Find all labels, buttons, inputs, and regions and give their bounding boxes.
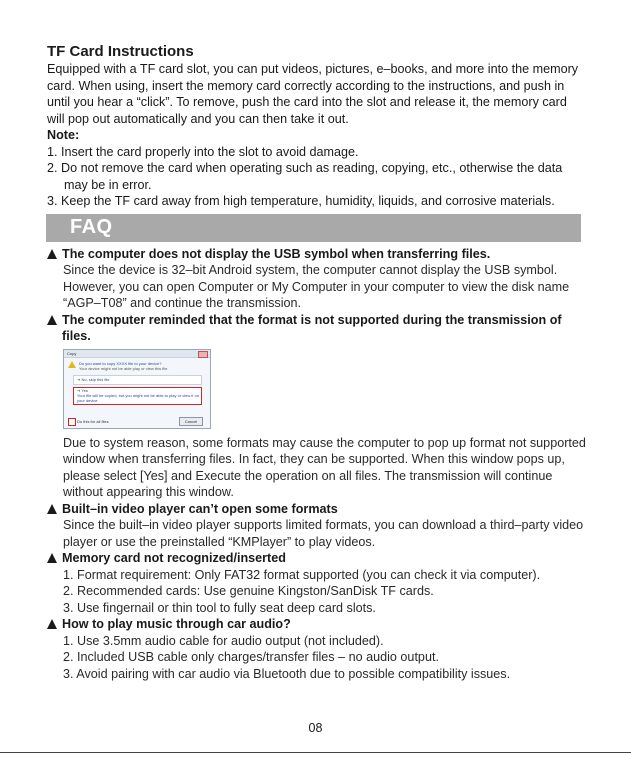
answer-item: 1. Use 3.5mm audio cable for audio output (not included). (63, 633, 384, 648)
faq-question-1: The computer does not display the USB symbol when transferring files. (47, 246, 587, 263)
triangle-bullet-icon (47, 315, 57, 325)
answer-item: 3. Use fingernail or thin tool to fully seat deep card slots. (63, 600, 376, 615)
close-icon (198, 351, 208, 358)
copy-dialog-screenshot (63, 349, 211, 429)
page-number: 08 (308, 721, 323, 735)
note-item: 3. Keep the TF card away from high temperature, humidity, liquids, and corrosive materials. (47, 194, 555, 208)
dialog-question: Do you want to copy XXXX file to your device? (79, 360, 162, 366)
triangle-bullet-icon (47, 619, 57, 629)
arrow-icon: ➜ (77, 376, 82, 382)
manual-page (47, 42, 587, 682)
warning-icon (68, 361, 76, 368)
note-item: 2. Do not remove the card when operating such as reading, copying, etc., otherwise the data may be in error. (47, 161, 563, 192)
faq-answer-4 (47, 567, 587, 617)
faq-banner (46, 214, 581, 242)
answer-item: 3. Avoid pairing with car audio via Bluetooth due to possible compatibility issues. (63, 666, 511, 681)
checkbox-icon (68, 418, 76, 426)
tf-card-title: TF Card Instructions (47, 43, 194, 60)
faq-answer-5 (47, 633, 587, 683)
faq-question-5: How to play music through car audio? (47, 616, 587, 633)
dialog-option-no: ➜ No, skip this file (73, 375, 202, 385)
faq-answer-2: Due to system reason, some formats may cause the computer to pop up format not supported window when transferring files. In fact, they can be supported. When this window pops up, please select [Yes] and Execute the operation on all files. The transmission will continue without appearing this window. (63, 435, 586, 499)
arrow-icon: ➜ (77, 387, 82, 393)
faq-answer-3: Since the built–in video player supports limited formats, you can download a third–party video player or use the preinstalled “KMPlayer” to play videos. (63, 518, 584, 549)
dialog-footer (66, 417, 206, 426)
faq-question-4: Memory card not recognized/inserted (47, 550, 587, 567)
answer-item: 2. Recommended cards: Use genuine Kingston/SanDisk TF cards. (63, 584, 434, 598)
dialog-option-yes: ➜ Yes Your file will be copied, but you might not be able to play or view it on your device. (73, 387, 202, 405)
answer-item: 2. Included USB cable only charges/transfer files – no audio output. (63, 650, 439, 664)
triangle-bullet-icon (47, 553, 57, 563)
bottom-rule (0, 752, 631, 753)
tf-card-intro: Equipped with a TF card slot, you can put videos, pictures, e–books, and more into the memory card. When using, insert the memory card correctly according to the instructions, and push in until you hear a “click”. To remove, push the card into the slot and release it, the memory card will pop out automatically and you can then take it out. (47, 62, 579, 126)
faq-question-2: The computer reminded that the format is not supported during the transmission of files. (47, 312, 587, 345)
faq-question-3: Built–in video player can’t open some formats (47, 501, 587, 518)
faq-heading: FAQ (70, 216, 113, 238)
note-list (47, 144, 587, 210)
answer-item: 1. Format requirement: Only FAT32 format supported (you can check it via computer). (63, 567, 541, 582)
triangle-bullet-icon (47, 249, 57, 259)
triangle-bullet-icon (47, 504, 57, 514)
dialog-checkbox-label: Do this for all files (77, 418, 109, 424)
note-item: 1. Insert the card properly into the slot to avoid damage. (47, 144, 359, 159)
dialog-cancel-button: Cancel (179, 417, 203, 426)
dialog-subtext: Your device might not be able play or view this file. (79, 365, 169, 371)
note-label: Note: (47, 128, 80, 142)
dialog-title: Copy (64, 350, 210, 358)
faq-answer-1: Since the device is 32–bit Android system, the computer cannot display the USB symbol. However, you can open Computer or My Computer in your computer to view the disk name “AGP–T08” and continue the transmission. (63, 263, 570, 310)
